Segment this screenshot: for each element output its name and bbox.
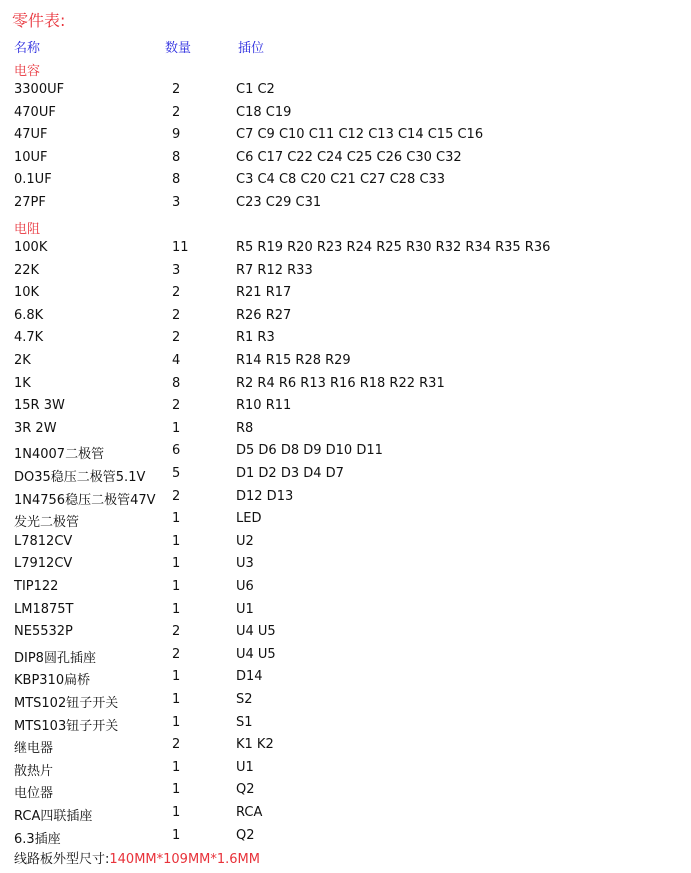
part-position: R2 R4 R6 R13 R16 R18 R22 R31 <box>236 375 445 391</box>
part-quantity: 1 <box>172 511 181 527</box>
parts-row <box>0 421 691 443</box>
parts-row <box>0 579 691 601</box>
part-position: Q2 <box>236 827 255 843</box>
parts-row <box>0 511 691 533</box>
part-position: Q2 <box>236 782 255 798</box>
part-position: R26 R27 <box>236 307 292 323</box>
part-quantity: 2 <box>172 398 181 414</box>
part-quantity: 1 <box>172 420 181 436</box>
part-quantity: 1 <box>172 579 181 594</box>
parts-row <box>0 602 691 624</box>
part-quantity: 1 <box>172 533 181 549</box>
parts-row <box>0 398 691 420</box>
part-position: R8 <box>236 420 254 436</box>
part-quantity: 1 <box>172 759 181 775</box>
part-name: 27PF <box>14 195 46 210</box>
parts-row <box>0 715 691 737</box>
part-position: D14 <box>236 669 263 685</box>
part-name: 3R 2W <box>14 420 57 436</box>
part-position: U2 <box>236 533 254 549</box>
part-name: 100K <box>14 240 48 255</box>
part-quantity: 1 <box>172 782 181 798</box>
part-name: 继电器 <box>14 741 54 757</box>
section-resistors-label: 电阻 <box>14 222 41 237</box>
part-position: R1 R3 <box>236 330 275 346</box>
part-quantity: 2 <box>172 330 181 346</box>
part-position: U6 <box>236 579 254 594</box>
parts-row <box>0 263 691 285</box>
part-position: R10 R11 <box>236 398 292 414</box>
parts-row <box>0 172 691 194</box>
part-quantity: 6 <box>172 443 181 459</box>
parts-row <box>0 150 691 172</box>
parts-row <box>0 285 691 307</box>
parts-row <box>0 782 691 804</box>
part-name: MTS103钮子开关 <box>14 718 119 734</box>
header-position: 插位 <box>238 41 265 56</box>
parts-row <box>0 489 691 511</box>
part-quantity: 2 <box>172 82 181 97</box>
part-quantity: 11 <box>172 240 189 255</box>
part-quantity: 8 <box>172 149 181 165</box>
part-quantity: 2 <box>172 737 181 753</box>
part-position: R21 R17 <box>236 285 292 301</box>
part-quantity: 2 <box>172 285 181 301</box>
part-position: S2 <box>236 692 253 707</box>
parts-row <box>0 805 691 827</box>
part-position: LED <box>236 511 262 527</box>
part-position: C7 C9 C10 C11 C12 C13 C14 C15 C16 <box>236 127 484 143</box>
part-position: C3 C4 C8 C20 C21 C27 C28 C33 <box>236 172 446 188</box>
parts-row <box>0 647 691 669</box>
section-capacitors-label: 电容 <box>14 64 41 79</box>
part-quantity: 8 <box>172 172 181 188</box>
parts-row <box>0 353 691 375</box>
part-position: U1 <box>236 601 254 617</box>
parts-row <box>0 669 691 691</box>
part-position: U4 U5 <box>236 646 276 662</box>
parts-row <box>0 737 691 759</box>
part-quantity: 3 <box>172 262 181 278</box>
part-position: R14 R15 R28 R29 <box>236 353 351 368</box>
parts-row <box>0 534 691 556</box>
part-name: 1N4007二极管 <box>14 447 105 463</box>
part-position: R7 R12 R33 <box>236 262 313 278</box>
part-quantity: 1 <box>172 805 181 820</box>
part-position: K1 K2 <box>236 737 274 753</box>
part-quantity: 4 <box>172 353 181 368</box>
parts-row <box>0 308 691 330</box>
part-name: 4.7K <box>14 330 44 346</box>
parts-row <box>0 195 691 217</box>
part-name: 电位器 <box>14 786 54 802</box>
part-quantity: 1 <box>172 714 181 730</box>
parts-row <box>0 240 691 262</box>
part-name: L7912CV <box>14 556 73 572</box>
parts-row <box>0 760 691 782</box>
part-name: 2K <box>14 353 31 368</box>
part-quantity: 3 <box>172 195 181 210</box>
part-name: 发光二极管 <box>14 515 80 531</box>
parts-row <box>0 692 691 714</box>
document-title: 零件表: <box>12 11 66 30</box>
part-position: C18 C19 <box>236 104 292 120</box>
part-name: 15R 3W <box>14 398 65 414</box>
part-quantity: 2 <box>172 624 181 640</box>
board-size-value: 140MM*109MM*1.6MM <box>109 852 260 867</box>
part-name: L7812CV <box>14 533 73 549</box>
part-position: C1 C2 <box>236 82 275 97</box>
part-name: LM1875T <box>14 601 74 617</box>
parts-row <box>0 466 691 488</box>
parts-row <box>0 330 691 352</box>
part-position: U3 <box>236 556 254 572</box>
parts-row <box>0 443 691 465</box>
part-name: DIP8圆孔插座 <box>14 650 96 666</box>
part-quantity: 5 <box>172 466 181 481</box>
part-quantity: 1 <box>172 692 181 707</box>
part-name: KBP310扁桥 <box>14 673 91 689</box>
part-position: U4 U5 <box>236 624 276 640</box>
parts-row <box>0 828 691 850</box>
part-name: RCA四联插座 <box>14 809 93 824</box>
parts-row <box>0 624 691 646</box>
part-quantity: 1 <box>172 669 181 685</box>
part-position: D5 D6 D8 D9 D10 D11 <box>236 443 383 459</box>
board-size-line <box>14 848 260 867</box>
header-name: 名称 <box>14 41 41 56</box>
header-quantity: 数量 <box>165 41 192 56</box>
part-position: D1 D2 D3 D4 D7 <box>236 466 344 481</box>
part-position: C6 C17 C22 C24 C25 C26 C30 C32 <box>236 149 462 165</box>
parts-row <box>0 105 691 127</box>
part-position: C23 C29 C31 <box>236 195 322 210</box>
part-name: 3300UF <box>14 82 65 97</box>
part-position: S1 <box>236 714 253 730</box>
part-position: RCA <box>236 805 263 820</box>
parts-row <box>0 376 691 398</box>
part-name: 470UF <box>14 104 56 120</box>
part-name: 6.8K <box>14 307 44 323</box>
part-quantity: 2 <box>172 307 181 323</box>
part-name: 0.1UF <box>14 172 52 188</box>
part-quantity: 2 <box>172 646 181 662</box>
part-position: D12 D13 <box>236 488 294 504</box>
part-quantity: 9 <box>172 127 181 143</box>
part-position: U1 <box>236 759 254 775</box>
part-quantity: 8 <box>172 375 181 391</box>
part-name: DO35稳压二极管5.1V <box>14 470 146 485</box>
part-name: 1K <box>14 375 31 391</box>
part-quantity: 2 <box>172 104 181 120</box>
part-name: MTS102钮子开关 <box>14 696 119 711</box>
board-size-label: 线路板外型尺寸: <box>14 852 110 867</box>
part-name: 10K <box>14 285 40 301</box>
parts-row <box>0 82 691 104</box>
part-name: 1N4756稳压二极管47V <box>14 492 156 508</box>
part-name: 6.3插座 <box>14 831 61 847</box>
part-quantity: 1 <box>172 827 181 843</box>
part-name: 散热片 <box>14 763 54 779</box>
part-name: 47UF <box>14 127 48 143</box>
part-name: 10UF <box>14 149 48 165</box>
part-quantity: 1 <box>172 601 181 617</box>
part-quantity: 2 <box>172 488 181 504</box>
part-position: R5 R19 R20 R23 R24 R25 R30 R32 R34 R35 R36 <box>236 240 551 255</box>
part-quantity: 1 <box>172 556 181 572</box>
part-name: NE5532P <box>14 624 73 640</box>
parts-row <box>0 556 691 578</box>
part-name: 22K <box>14 262 40 278</box>
parts-row <box>0 127 691 149</box>
part-name: TIP122 <box>14 579 59 594</box>
